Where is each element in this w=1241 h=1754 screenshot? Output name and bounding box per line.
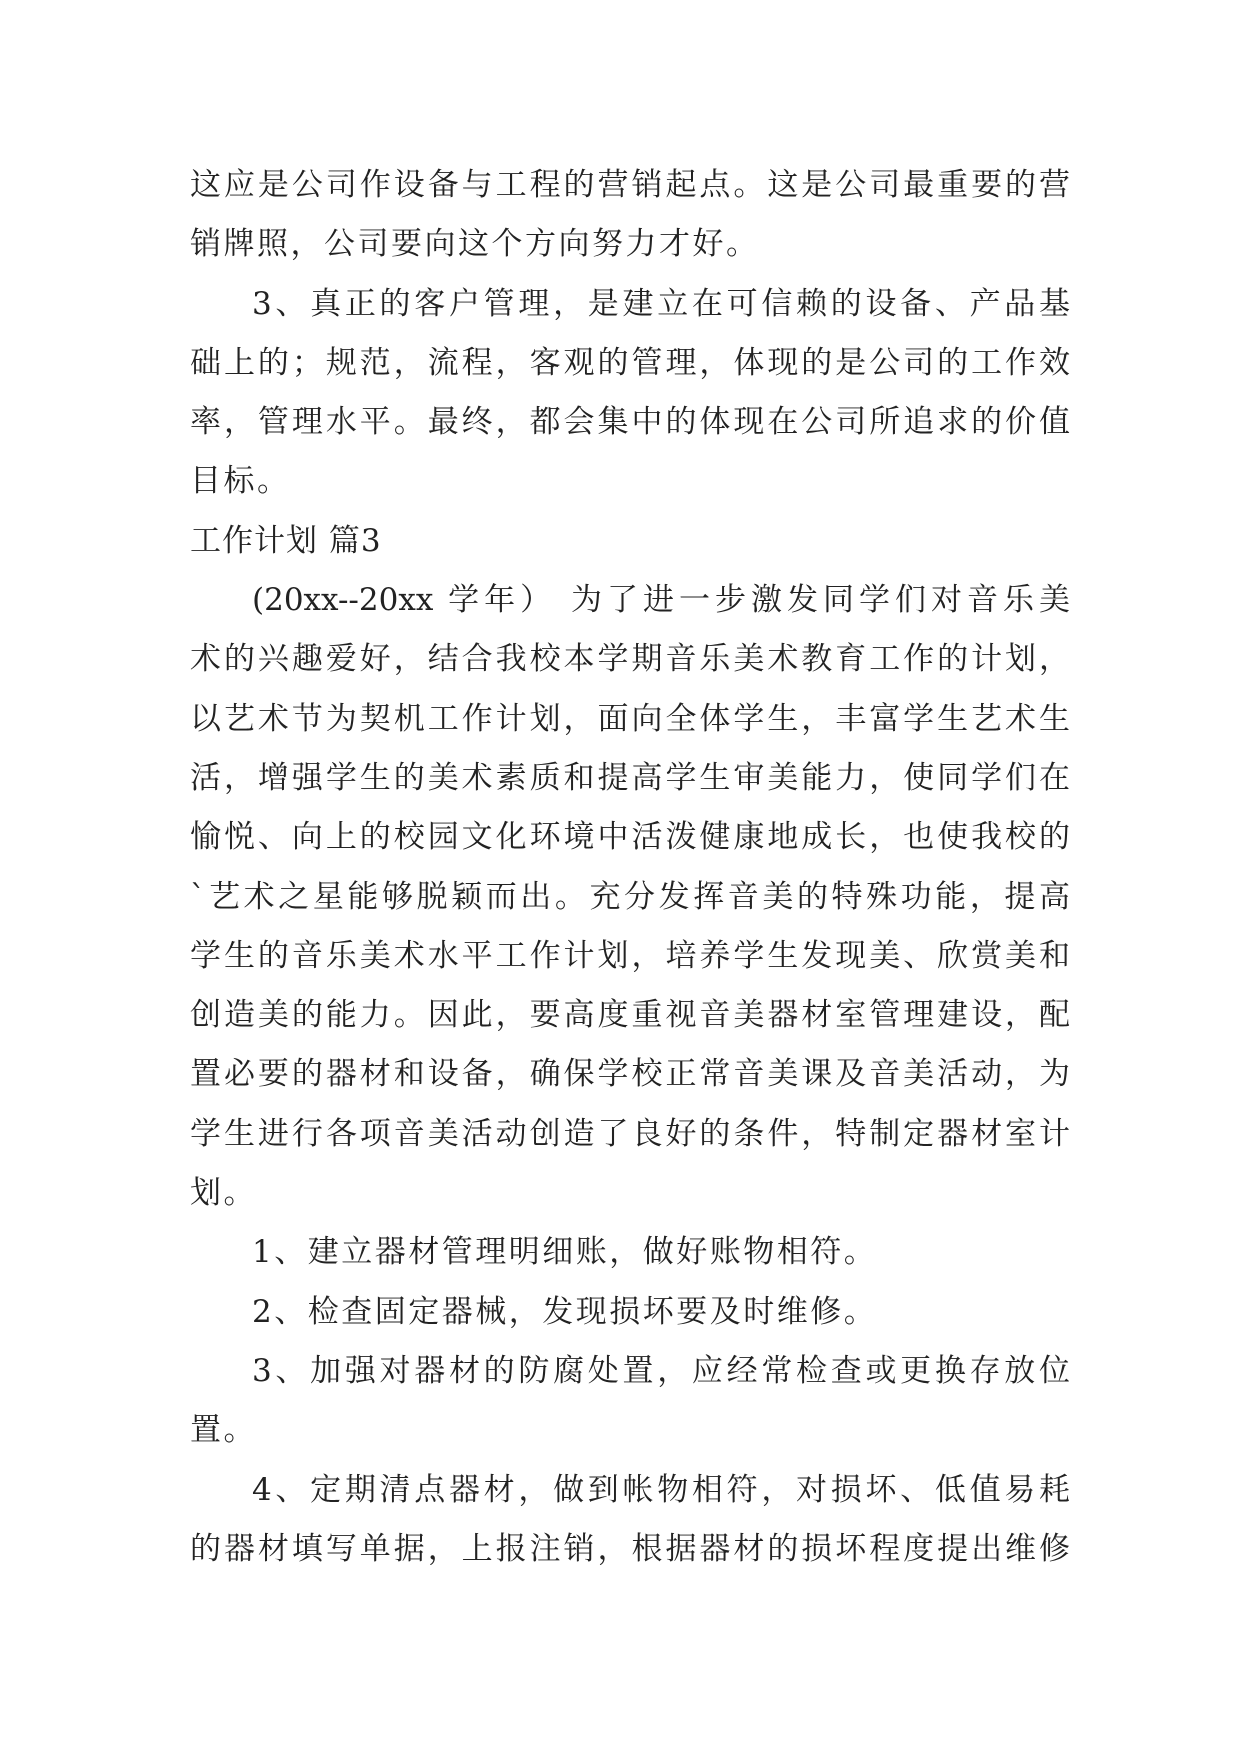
list-item: 1、建立器材管理明细账，做好账物相符。 (252, 1234, 878, 1271)
text-line: 目标。 (190, 463, 291, 500)
text-line: 学生进行各项音美活动创造了良好的条件，特制定器材室计 (190, 1115, 1070, 1152)
text-line: (20xx--20xx 学年） 为了进一步激发同学们对音乐美 (252, 582, 1070, 619)
document-body (190, 156, 1070, 1579)
text-line: 以艺术节为契机工作计划，面向全体学生，丰富学生艺术生 (190, 700, 1070, 737)
text-line: 学生的音乐美术水平工作计划，培养学生发现美、欣赏美和 (190, 937, 1070, 974)
section-heading: 工作计划 篇3 (190, 522, 382, 559)
text-line: 愉悦、向上的校园文化环境中活泼健康地成长，也使我校的 (190, 819, 1070, 856)
list-item: 4、定期清点器材，做到帐物相符，对损坏、低值易耗 (252, 1471, 1070, 1508)
text-line: `艺术之星能够脱颖而出。充分发挥音美的特殊功能，提高 (190, 878, 1070, 915)
text-line: 活，增强学生的美术素质和提高学生审美能力，使同学们在 (190, 759, 1070, 796)
text-line: 础上的；规范，流程，客观的管理，体现的是公司的工作效 (190, 344, 1070, 381)
text-line: 置。 (190, 1412, 257, 1449)
list-item: 3、加强对器材的防腐处置，应经常检查或更换存放位 (252, 1352, 1070, 1389)
text-line: 置必要的器材和设备，确保学校正常音美课及音美活动，为 (190, 1056, 1070, 1093)
text-line: 的器材填写单据，上报注销，根据器材的损坏程度提出维修 (190, 1530, 1070, 1567)
text-line: 率，管理水平。最终，都会集中的体现在公司所追求的价值 (190, 404, 1070, 441)
text-line: 术的兴趣爱好，结合我校本学期音乐美术教育工作的计划， (190, 641, 1070, 678)
list-item: 2、检查固定器械，发现损坏要及时维修。 (252, 1293, 878, 1330)
text-line: 创造美的能力。因此，要高度重视音美器材室管理建设，配 (190, 997, 1070, 1034)
text-line: 销牌照，公司要向这个方向努力才好。 (190, 226, 760, 263)
text-line: 3、真正的客户管理，是建立在可信赖的设备、产品基 (252, 285, 1070, 322)
text-line: 划。 (190, 1175, 257, 1212)
text-line: 这应是公司作设备与工程的营销起点。这是公司最重要的营 (190, 167, 1070, 203)
